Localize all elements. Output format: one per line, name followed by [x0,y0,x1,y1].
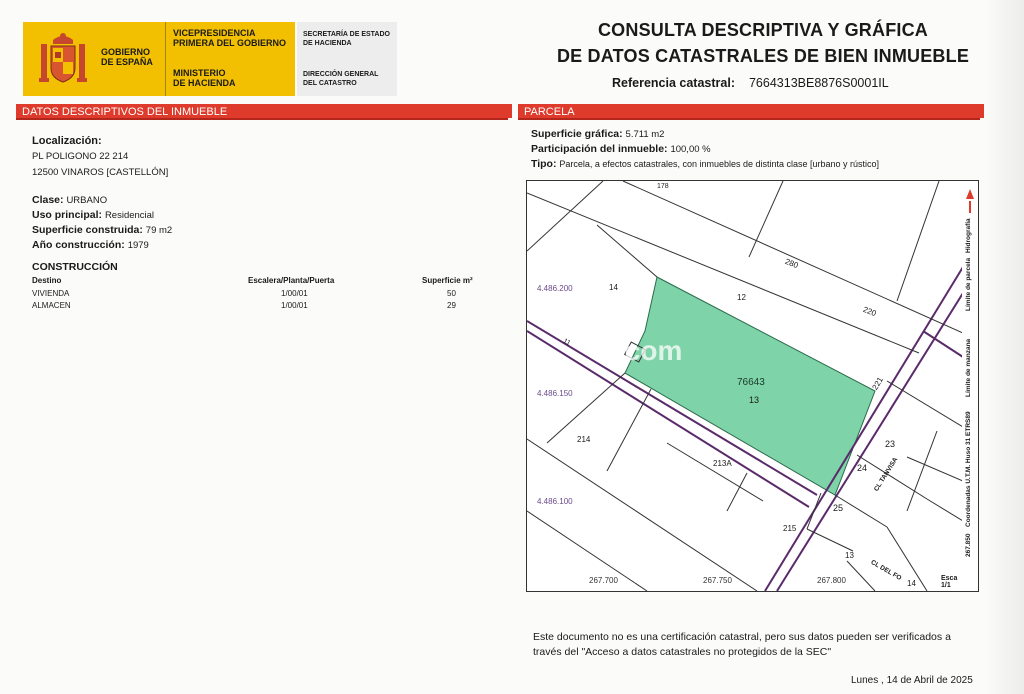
participacion-label: Participación del inmueble: [531,143,668,155]
lot-label: 280 [783,256,800,271]
table-header-destino: Destino [32,276,62,285]
table-row-2-escalera: 1/00/01 [281,301,308,310]
watermark: .com [617,335,683,366]
address-line2: 12500 VINAROS [CASTELLÓN] [32,167,169,178]
table-row-1-destino: VIVIENDA [32,289,70,298]
tipo-row [531,158,879,170]
uso-row [32,209,154,221]
construccion-title: CONSTRUCCIÓN [32,261,118,273]
ministerio-label: MINISTERIO DE HACIENDA [173,68,236,88]
superficie-value: 79 m2 [145,225,173,236]
lot-label: 13 [845,551,854,560]
document-title-line1: CONSULTA DESCRIPTIVA Y GRÁFICA [597,20,929,40]
anio-row [32,239,149,251]
road-line [923,331,963,357]
ref-label: Referencia catastral: [612,76,735,90]
lot-label: 215 [783,524,797,533]
scale-label: Esca 1/1 [941,575,958,589]
footer-note-line2: través del "Acceso a datos catastrales no protegidos de la SEC" [533,646,832,658]
uso-label: Uso principal: [32,209,103,221]
north-arrow-icon [964,187,979,217]
document-date: Lunes , 14 de Abril de 2025 [851,675,973,686]
secretaria-label: SECRETARÍA DE ESTADO DE HACIENDA [303,31,390,47]
cadastral-map [526,180,964,592]
section-bar-datos: DATOS DESCRIPTIVOS DEL INMUEBLE [16,104,508,120]
table-row-1-superficie: 50 [447,289,456,298]
x-label: 267.700 [589,576,618,585]
ref-value: 7664313BE8876S0001IL [748,76,889,90]
lot-label: 220 [861,304,878,319]
secretaria-block [297,22,397,96]
government-header [23,22,295,96]
lot-label: 12 [737,293,746,302]
lot-label: 14 [907,579,916,588]
legend-coordenadas: Coordenadas U.T.M. Huso 31 ETRS89 [965,411,972,527]
sup-grafica-value: 5.711 m2 [625,129,665,140]
superficie-label: Superficie construida: [32,224,143,236]
anio-label: Año construcción: [32,239,125,251]
superficie-row [32,224,172,236]
table-header-superficie: Superficie m² [422,276,473,285]
clase-label: Clase: [32,194,64,206]
parcel-number-label: 13 [749,395,760,405]
map-legend [962,180,979,592]
page-shadow [984,0,1024,694]
x-label: 267.750 [703,576,732,585]
header-divider [165,22,166,96]
coat-of-arms-icon [37,30,89,88]
footer-note-line1: Este documento no es una certificación catastral, pero sus datos pueden ser verificados a [533,631,951,643]
lot-label: 178 [657,183,669,190]
clase-row [32,194,107,206]
table-row-2-destino: ALMACEN [32,301,71,310]
legend-limite-parcela: Límite de parcela [965,257,972,311]
table-row-2-superficie: 29 [447,301,456,310]
y-label: 4.486.200 [537,284,573,293]
x-label: 267.800 [817,576,846,585]
lot-label: 24 [857,463,868,473]
document-title-line2: DE DATOS CATASTRALES DE BIEN INMUEBLE [556,46,970,66]
parcel-ref-label: 76643 [737,377,765,388]
tipo-value: Parcela, a efectos catastrales, con inmuebles de distinta clase [urbano y rústico] [559,159,880,169]
section-bar-parcela: PARCELA [518,104,980,120]
lot-label: 213A [713,459,732,468]
legend-coordinate-value: 267.850 [965,533,972,557]
y-label: 4.486.100 [537,497,573,506]
legend-hidrografia: Hidrografía [965,218,972,253]
lot-label: 25 [833,503,844,513]
footer-note [533,630,983,660]
table-row-1-escalera: 1/00/01 [281,289,308,298]
y-label: 4.486.150 [537,389,573,398]
lot-label: 14 [609,283,618,292]
legend-limite-manzana: Límite de manzana [965,338,972,397]
localizacion-label: Localización: [32,135,102,147]
street-label: CL DEL FO [869,558,903,583]
lot-label: 11 [561,337,572,348]
gobierno-espana-label: GOBIERNO DE ESPAÑA [101,47,153,67]
superficie-grafica-row [531,128,664,140]
address-line1: PL POLIGONO 22 214 [32,151,129,162]
uso-value: Residencial [104,210,155,221]
referencia-catastral [612,76,889,90]
lot-label: 221 [870,375,885,392]
participacion-value: 100,00 % [670,144,711,155]
table-header-escalera: Escalera/Planta/Puerta [248,276,335,285]
direccion-label: DIRECCIÓN GENERAL DEL CATASTRO [303,71,379,87]
clase-value: URBANO [66,195,108,206]
cadastral-map-drawing [527,181,963,591]
participacion-row [531,143,711,155]
street-label: CL TANVISA [873,456,900,493]
vicepresidencia-label: VICEPRESIDENCIA PRIMERA DEL GOBIERNO [173,28,287,48]
anio-value: 1979 [127,240,149,251]
lot-label: 23 [885,439,896,449]
parcel-polygon [625,277,875,495]
tipo-label: Tipo: [531,158,557,170]
lot-label: 214 [577,435,591,444]
sup-grafica-label: Superficie gráfica: [531,128,623,140]
